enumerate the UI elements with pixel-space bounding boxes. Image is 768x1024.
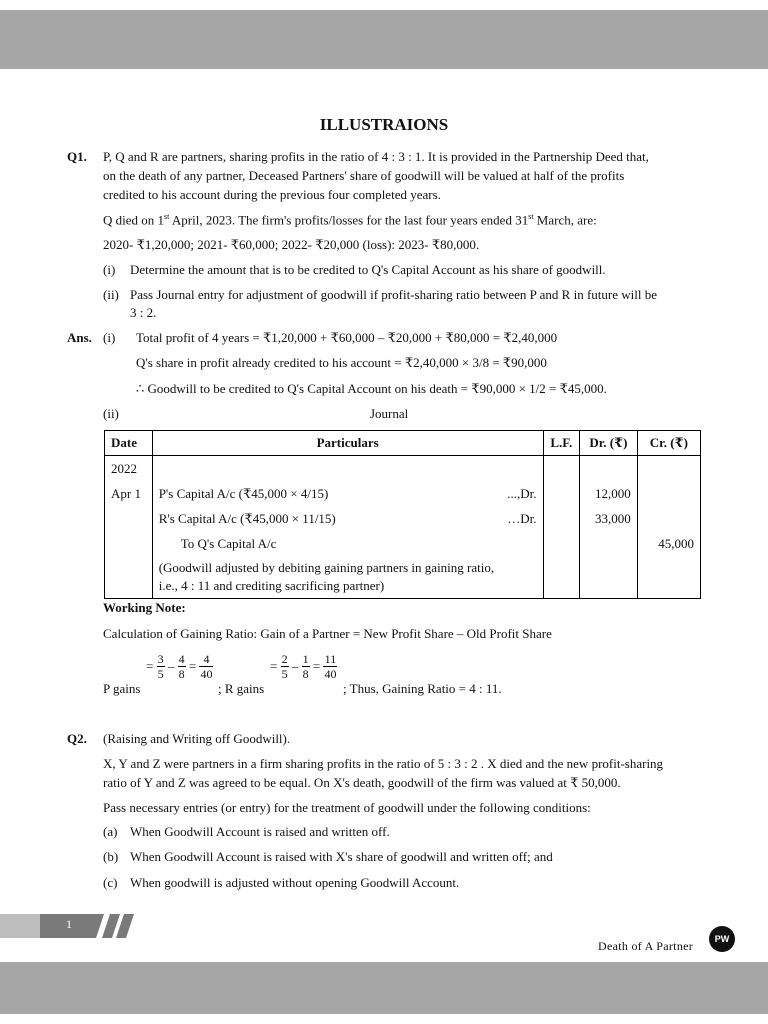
fraction: $\frac{3}{5}$	[157, 652, 164, 681]
row2-particular: R's Capital A/c (₹45,000 × 11/15)	[158, 510, 336, 526]
q1-intro-line-2: on the death of any partner, Deceased Partners' share of goodwill will be valued at half of the profits	[103, 168, 625, 183]
p-gains-label: P gains	[103, 681, 141, 696]
pw-logo-icon: PW	[709, 926, 735, 952]
table-row	[105, 556, 701, 599]
q1-part-i-label: (i)	[103, 262, 116, 277]
row1-dr-mark: ...,Dr.	[507, 485, 537, 501]
q2-line-1: X, Y and Z were partners in a firm sharing profits in the ratio of 5 : 3 : 2 . X died and the new profit-sharing	[103, 756, 664, 771]
q2-label: Q2.	[67, 731, 87, 746]
page-title: ILLUSTRAIONS	[319, 115, 449, 134]
table-row	[105, 481, 701, 506]
q2-line-3: Pass necessary entries (or entry) for the treatment of goodwill under the following conditions:	[103, 800, 591, 815]
journal-table	[104, 430, 701, 599]
row3-cr-amount: 45,000	[637, 531, 700, 556]
journal-title: Journal	[370, 406, 409, 421]
col-lf: L.F.	[543, 431, 580, 456]
q2-c-label: (c)	[103, 875, 118, 890]
gaining-ratio-result: ; Thus, Gaining Ratio = 4 : 11.	[343, 681, 502, 696]
chapter-title: Death of A Partner	[598, 939, 694, 953]
row1-dr-amount: 12,000	[580, 481, 638, 506]
q1-part-ii-line1: Pass Journal entry for adjustment of goodwill if profit-sharing ratio between P and R in future will be	[130, 287, 657, 302]
table-row	[105, 506, 701, 531]
q1-death-mid: April, 2023. The firm's profits/losses for the last four years ended 31	[169, 212, 529, 228]
q2-a-label: (a)	[103, 824, 118, 839]
q1-death-sup: st	[164, 212, 170, 221]
r-gains-label: ; R gains	[218, 681, 265, 696]
col-cr: Cr. (₹)	[637, 431, 700, 456]
fraction: $\frac{11}{40}$	[324, 652, 337, 681]
footer-band	[0, 962, 768, 1014]
table-row	[105, 456, 701, 482]
ans-label: Ans.	[67, 330, 92, 345]
r-gains-fraction: = $\frac{2}{5}$ – $\frac{1}{8}$ = $\frac{11}{40}$	[270, 652, 337, 681]
q1-part-i: Determine the amount that is to be credited to Q's Capital Account as his share of goodwill.	[130, 262, 606, 277]
row2-dr-mark: …Dr.	[507, 510, 537, 526]
page-number: 1	[66, 917, 72, 931]
col-date: Date	[105, 431, 153, 456]
table-row	[105, 531, 701, 556]
q1-death-line	[103, 212, 597, 228]
ans-ii-label: (ii)	[103, 406, 119, 421]
col-dr: Dr. (₹)	[580, 431, 638, 456]
ans-line-3: ∴ Goodwill to be credited to Q's Capital Account on his death = ₹90,000 × 1/2 = ₹45,000.	[136, 381, 607, 396]
fraction: $\frac{2}{5}$	[281, 652, 288, 681]
q2-c: When goodwill is adjusted without opening Goodwill Account.	[130, 875, 460, 890]
q1-intro-line-1: P, Q and R are partners, sharing profits in the ratio of 4 : 3 : 1. It is provided in the Partnership Deed that,	[103, 149, 649, 164]
ans-line-1: Total profit of 4 years = ₹1,20,000 + ₹60,000 – ₹20,000 + ₹80,000 = ₹2,40,000	[136, 330, 558, 345]
q2-line-2: ratio of Y and Z was agreed to be equal. On X's death, goodwill of the firm was valued at ₹ 50,000.	[103, 775, 621, 790]
fraction: $\frac{4}{8}$	[178, 652, 185, 681]
row3-particular: To Q's Capital A/c	[152, 531, 543, 556]
narration-line-1: (Goodwill adjusted by debiting gaining partners in gaining ratio,	[158, 560, 495, 575]
row2-dr-amount: 33,000	[580, 506, 638, 531]
narration-line-2: i.e., 4 : 11 and crediting sacrificing partner)	[158, 578, 385, 593]
row1-particular: P's Capital A/c (₹45,000 × 4/15)	[158, 485, 329, 501]
ans-i-label: (i)	[103, 330, 116, 345]
q2-heading: (Raising and Writing off Goodwill).	[103, 731, 291, 746]
col-particulars: Particulars	[152, 431, 543, 456]
q1-label: Q1.	[67, 149, 87, 164]
working-note-line: Calculation of Gaining Ratio: Gain of a Partner = New Profit Share – Old Profit Share	[103, 626, 552, 641]
q1-death-post: March, are:	[533, 212, 597, 228]
q1-death-sup2: st	[528, 212, 534, 221]
fraction: $\frac{1}{8}$	[302, 652, 309, 681]
q2-b-label: (b)	[103, 849, 119, 864]
q1-part-ii-label: (ii)	[103, 287, 119, 302]
q1-part-ii-line2: 3 : 2.	[130, 305, 157, 320]
header-band	[0, 10, 768, 69]
p-gains-fraction: = $\frac{3}{5}$ – $\frac{4}{8}$ = $\frac{4}{40}$	[146, 652, 213, 681]
ans-line-2: Q's share in profit already credited to his account = ₹2,40,000 × 3/8 = ₹90,000	[136, 355, 547, 370]
q1-intro-line-3: credited to his account during the previous four completed years.	[103, 187, 441, 202]
working-note-heading: Working Note:	[103, 600, 186, 615]
journal-year: 2022	[105, 456, 153, 482]
q2-a: When Goodwill Account is raised and written off.	[130, 824, 390, 839]
q1-death-pre: Q died on 1	[103, 212, 165, 228]
fraction: $\frac{4}{40}$	[200, 652, 213, 681]
journal-date: Apr 1	[105, 481, 153, 506]
journal-header-row	[105, 431, 701, 456]
q2-b: When Goodwill Account is raised with X's share of goodwill and written off; and	[130, 849, 553, 864]
q1-profits: 2020- ₹1,20,000; 2021- ₹60,000; 2022- ₹20,000 (loss): 2023- ₹80,000.	[103, 237, 480, 252]
